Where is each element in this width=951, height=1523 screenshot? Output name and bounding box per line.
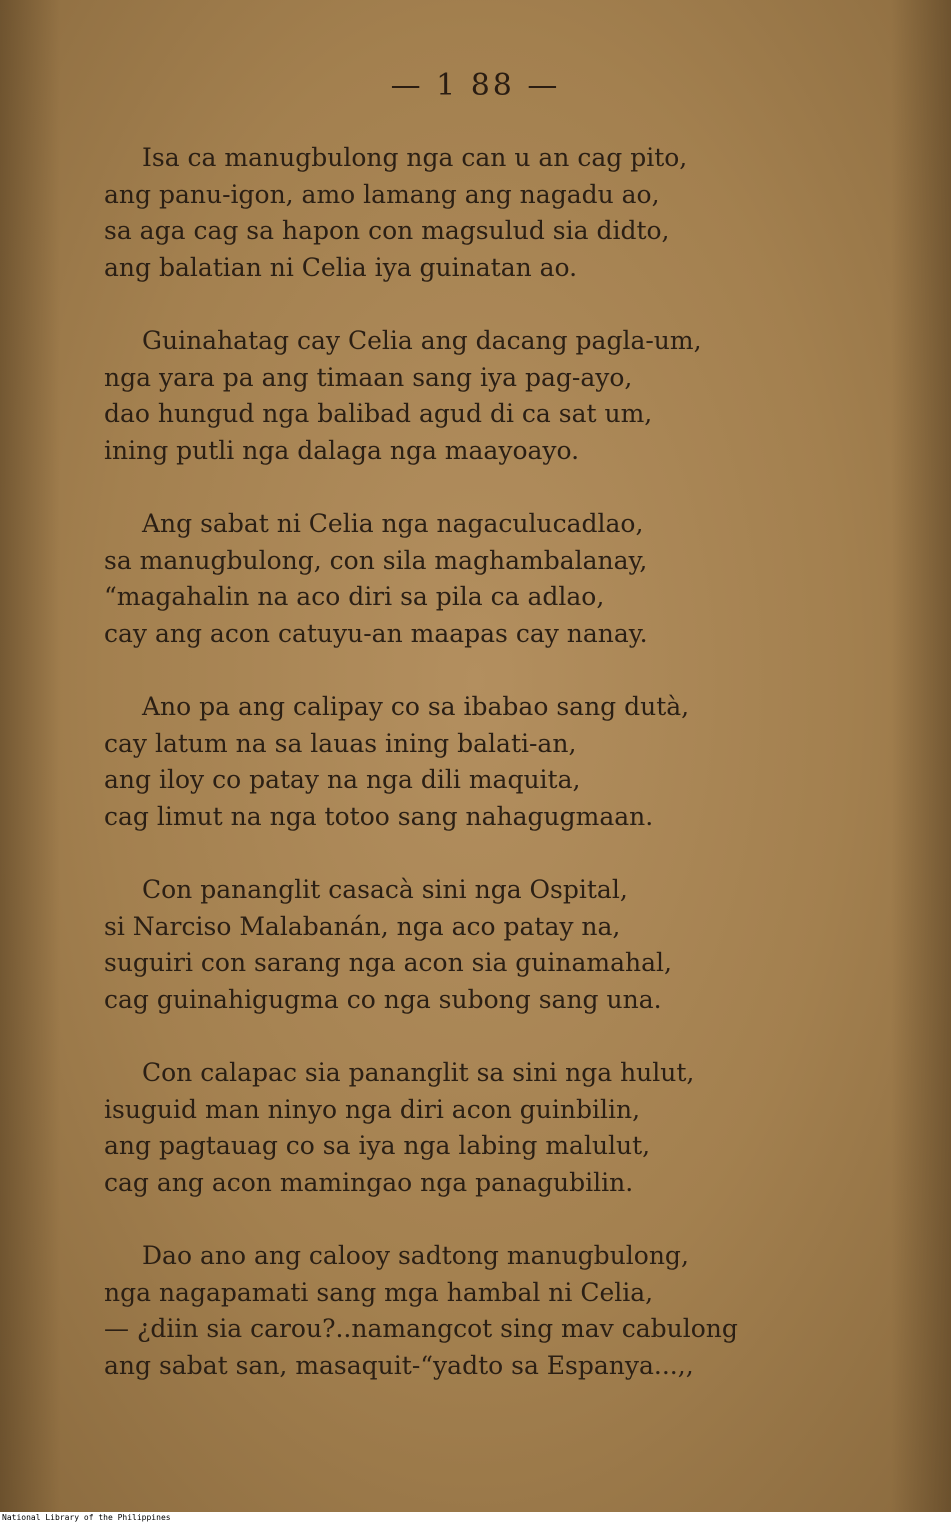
stanza-line: dao hungud nga balibad agud di ca sat um, [104, 399, 653, 428]
stanza-line: nga nagapamati sang mga hambal ni Celia, [104, 1277, 654, 1307]
stanza-line: Guinahatag cay Celia ang dacang pagla-um, [142, 326, 702, 355]
stanza-line: nga yara pa ang timaan sang iya pag-ayo, [104, 362, 633, 392]
stanza-line: sa manugbulong, con sila maghambalanay, [104, 545, 648, 575]
poem-body [104, 140, 849, 1421]
stanza-3 [104, 506, 849, 652]
stanza-line: ang pagtauag co sa iya nga labing malulut, [104, 1131, 651, 1160]
left-page-edge-shadow [0, 0, 60, 1512]
stanza-line: “magahalin na aco diri sa pila ca adlao, [104, 582, 605, 611]
stanza-line: Ano pa ang calipay co sa ibabao sang dutà, [142, 692, 690, 721]
stanza-line: Ang sabat ni Celia nga nagaculucadlao, [142, 509, 644, 538]
stanza-line: Con calapac sia pananglit sa sini nga hulut, [142, 1058, 695, 1087]
stanza-line: si Narciso Malabanán, nga aco patay na, [104, 911, 621, 941]
stanza-line: isuguid man ninyo nga diri acon guinbilin, [104, 1094, 641, 1124]
stanza-line: ang balatian ni Celia iya guinatan ao. [104, 252, 578, 282]
stanza-line: cay ang acon catuyu-an maapas cay nanay. [104, 618, 648, 648]
stanza-line: sa aga cag sa hapon con magsulud sia didto, [104, 216, 670, 245]
stanza-line: cag limut na nga totoo sang nahagugmaan. [104, 801, 654, 831]
stanza-2 [104, 323, 849, 469]
stanza-line: ang iloy co patay na nga dili maquita, [104, 765, 581, 794]
stanza-line: Isa ca manugbulong nga can u an cag pito, [142, 143, 688, 172]
stanza-line: suguiri con sarang nga acon sia guinamahal, [104, 948, 672, 977]
stanza-line: — ¿diin sia carou?..namangcot sing mav cabulong [104, 1314, 738, 1343]
stanza-5 [104, 872, 849, 1018]
stanza-4 [104, 689, 849, 835]
stanza-line: ang sabat san, masaquit-“yadto sa Espanya...,, [104, 1350, 694, 1380]
stanza-line: Con pananglit casacà sini nga Ospital, [142, 875, 628, 904]
stanza-line: cag ang acon mamingao nga panagubilin. [104, 1167, 634, 1197]
stanza-6 [104, 1055, 849, 1201]
scan-credit-footer: National Library of the Philippines [2, 1513, 171, 1522]
stanza-line: ang panu-igon, amo lamang ang nagadu ao, [104, 179, 660, 209]
stanza-7 [104, 1238, 849, 1384]
stanza-line: cay latum na sa lauas ining balati-an, [104, 728, 577, 758]
stanza-line: cag guinahigugma co nga subong sang una. [104, 984, 662, 1014]
stanza-1 [104, 140, 849, 286]
right-page-edge-shadow [891, 0, 951, 1512]
page-number: — 1 88 — [390, 68, 561, 103]
stanza-line: Dao ano ang calooy sadtong manugbulong, [142, 1241, 689, 1270]
stanza-line: ining putli nga dalaga nga maayoayo. [104, 435, 580, 465]
